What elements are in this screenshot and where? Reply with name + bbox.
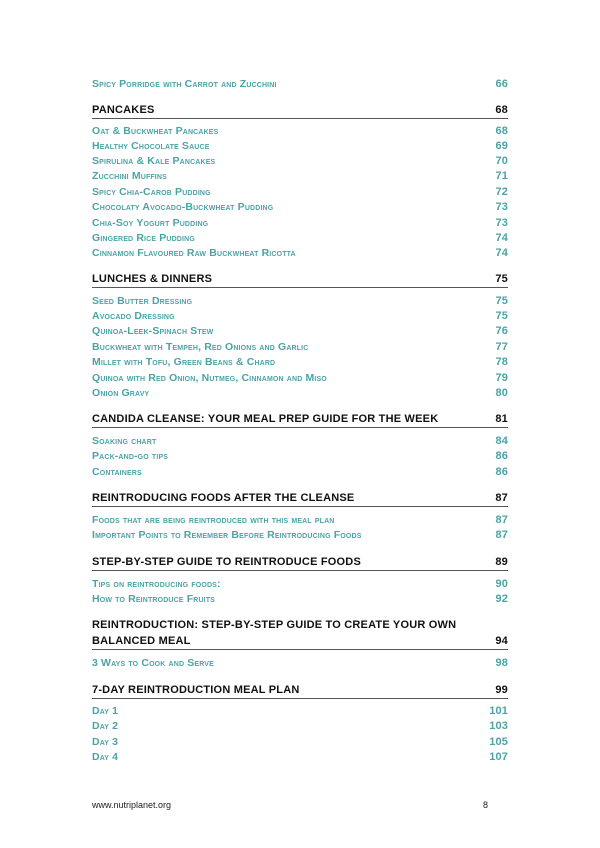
toc-entry-page: 77: [495, 341, 508, 353]
toc-entry-foods-that-are-being-reintroduced-with-t[interactable]: [92, 514, 508, 526]
toc-entry-page: 98: [495, 657, 508, 669]
section-heading-7-day-reintroduction-meal-plan[interactable]: [92, 684, 508, 696]
toc-entry-page: 90: [495, 578, 508, 590]
toc-entry-page: 87: [495, 529, 508, 541]
toc-entry-page: 79: [495, 372, 508, 384]
toc-entry-chocolaty-avocado-buckwheat-pudding[interactable]: [92, 201, 508, 213]
footer-url[interactable]: www.nutriplanet.org: [92, 800, 172, 810]
toc-entry-spicy-porridge-with-carrot-and-zucchini[interactable]: [92, 78, 508, 90]
section-divider: [92, 506, 508, 507]
toc-entry-title: Pack-and-go tips: [92, 450, 169, 462]
toc-entry-title: Containers: [92, 466, 142, 478]
toc-entry-page: 69: [495, 140, 508, 152]
toc-entry-important-points-to-remember-before-rein[interactable]: [92, 529, 508, 541]
toc-entry-how-to-reintroduce-fruits[interactable]: [92, 593, 508, 605]
toc-entry-millet-with-tofu-green-beans-chard[interactable]: [92, 356, 508, 368]
toc-entry-title: Day 4: [92, 751, 119, 763]
toc-entry-page: 107: [489, 751, 508, 763]
toc-entry-quinoa-with-red-onion-nutmeg-cinnamon-an[interactable]: [92, 372, 508, 384]
section-heading-title: BALANCED MEAL: [92, 635, 191, 647]
section-heading-title: REINTRODUCTION: STEP-BY-STEP GUIDE TO CREATE YOUR OWN: [92, 619, 457, 631]
toc-entry-title: Quinoa with Red Onion, Nutmeg, Cinnamon and Miso: [92, 372, 327, 384]
toc-entry-day-2[interactable]: [92, 720, 508, 732]
toc-entry-title: Chia-Soy Yogurt Pudding: [92, 217, 209, 229]
section-divider: [92, 427, 508, 428]
section-heading-lunches-dinners[interactable]: [92, 273, 508, 285]
toc-entry-day-1[interactable]: [92, 705, 508, 717]
toc-entry-title: Avocado Dressing: [92, 310, 175, 322]
toc-entry-page: 76: [495, 325, 508, 337]
toc-entry-title: Spicy Porridge with Carrot and Zucchini: [92, 78, 277, 90]
section-heading-candida-cleanse-your-meal-prep-guide-for[interactable]: [92, 413, 508, 425]
toc-entry-cinnamon-flavoured-raw-buckwheat-ricotta[interactable]: [92, 247, 508, 259]
toc-entry-page: 66: [495, 78, 508, 90]
toc-entry-title: Zucchini Muffins: [92, 170, 167, 182]
toc-entry-title: Quinoa-Leek-Spinach Stew: [92, 325, 214, 337]
toc-entry-onion-gravy[interactable]: [92, 387, 508, 399]
section-heading-title: STEP-BY-STEP GUIDE TO REINTRODUCE FOODS: [92, 556, 361, 568]
section-heading-page: 75: [495, 273, 508, 285]
section-heading-page: 87: [495, 492, 508, 504]
toc-entry-pack-and-go-tips[interactable]: [92, 450, 508, 462]
section-heading-title: PANCAKES: [92, 104, 155, 116]
section-divider: [92, 287, 508, 288]
toc-entry-title: Day 2: [92, 720, 119, 732]
toc-entry-page: 105: [489, 736, 508, 748]
section-heading-title: 7-DAY REINTRODUCTION MEAL PLAN: [92, 684, 300, 696]
toc-entry-seed-butter-dressing[interactable]: [92, 295, 508, 307]
toc-entry-title: Foods that are being reintroduced with this meal plan: [92, 514, 335, 526]
toc-entry-title: Soaking chart: [92, 435, 157, 447]
toc-entry-title: Spirulina & Kale Pancakes: [92, 155, 216, 167]
section-heading-reintroduction-step-by-step-guide-to-cre-line2[interactable]: [92, 635, 508, 647]
toc-entry-title: Day 3: [92, 736, 119, 748]
section-heading-page: 99: [495, 684, 508, 696]
toc-entry-day-3[interactable]: [92, 736, 508, 748]
toc-entry-page: 92: [495, 593, 508, 605]
toc-entry-page: 74: [495, 247, 508, 259]
toc-entry-page: 75: [495, 310, 508, 322]
toc-entry-page: 70: [495, 155, 508, 167]
toc-entry-title: Millet with Tofu, Green Beans & Chard: [92, 356, 276, 368]
toc-entry-page: 73: [495, 217, 508, 229]
toc-entry-title: Day 1: [92, 705, 119, 717]
toc-entry-tips-on-reintroducing-foods[interactable]: [92, 578, 508, 590]
toc-entry-title: Important Points to Remember Before Reintroducing Foods: [92, 529, 362, 541]
toc-entry-page: 84: [495, 435, 508, 447]
section-heading-pancakes[interactable]: [92, 104, 508, 116]
toc-entry-page: 72: [495, 186, 508, 198]
section-heading-step-by-step-guide-to-reintroduce-foods[interactable]: [92, 556, 508, 568]
toc-entry-page: 75: [495, 295, 508, 307]
toc-entry-spicy-chia-carob-pudding[interactable]: [92, 186, 508, 198]
toc-entry-healthy-chocolate-sauce[interactable]: [92, 140, 508, 152]
section-divider: [92, 118, 508, 119]
toc-entry-title: Oat & Buckwheat Pancakes: [92, 125, 219, 137]
toc-entry-title: Chocolaty Avocado-Buckwheat Pudding: [92, 201, 274, 213]
toc-entry-page: 78: [495, 356, 508, 368]
toc-entry-page: 71: [495, 170, 508, 182]
section-heading-reintroducing-foods-after-the-cleanse[interactable]: [92, 492, 508, 504]
section-heading-page: 81: [495, 413, 508, 425]
toc-entry-page: 68: [495, 125, 508, 137]
toc-entry-soaking-chart[interactable]: [92, 435, 508, 447]
toc-entry-avocado-dressing[interactable]: [92, 310, 508, 322]
toc-entry-page: 103: [489, 720, 508, 732]
section-heading-reintroduction-step-by-step-guide-to-cre[interactable]: [92, 619, 508, 631]
section-heading-page: 68: [495, 104, 508, 116]
footer-page-number: 8: [483, 800, 489, 810]
toc-entry-day-4[interactable]: [92, 751, 508, 763]
toc-entry-page: 80: [495, 387, 508, 399]
toc-entry-quinoa-leek-spinach-stew[interactable]: [92, 325, 508, 337]
toc-entry-title: Seed Butter Dressing: [92, 295, 193, 307]
toc-entry-title: Onion Gravy: [92, 387, 150, 399]
toc-entry-buckwheat-with-tempeh-red-onions-and-gar[interactable]: [92, 341, 508, 353]
toc-entry-title: 3 Ways to Cook and Serve: [92, 657, 214, 669]
section-divider: [92, 570, 508, 571]
toc-entry-spirulina-kale-pancakes[interactable]: [92, 155, 508, 167]
toc-entry-title: Cinnamon Flavoured Raw Buckwheat Ricotta: [92, 247, 296, 259]
toc-entry-page: 101: [489, 705, 508, 717]
section-heading-page: 94: [495, 635, 508, 647]
toc-entry-page: 86: [495, 466, 508, 478]
toc-entry-page: 86: [495, 450, 508, 462]
toc-entry-gingered-rice-pudding[interactable]: [92, 232, 508, 244]
toc-entry-oat-buckwheat-pancakes[interactable]: [92, 125, 508, 137]
toc-entry-title: Buckwheat with Tempeh, Red Onions and Garlic: [92, 341, 309, 353]
toc-entry-zucchini-muffins[interactable]: [92, 170, 508, 182]
toc-entry-title: Tips on reintroducing foods:: [92, 578, 221, 590]
toc-entry-3-ways-to-cook-and-serve[interactable]: [92, 657, 508, 669]
section-heading-title: REINTRODUCING FOODS AFTER THE CLEANSE: [92, 492, 355, 504]
section-divider: [92, 698, 508, 699]
section-heading-title: LUNCHES & DINNERS: [92, 273, 213, 285]
toc-entry-chia-soy-yogurt-pudding[interactable]: [92, 217, 508, 229]
toc-entry-containers[interactable]: [92, 466, 508, 478]
toc-entry-title: Spicy Chia-Carob Pudding: [92, 186, 211, 198]
toc-entry-page: 73: [495, 201, 508, 213]
toc-entry-title: How to Reintroduce Fruits: [92, 593, 216, 605]
section-heading-title: CANDIDA CLEANSE: YOUR MEAL PREP GUIDE FOR THE WEEK: [92, 413, 439, 425]
toc-entry-title: Healthy Chocolate Sauce: [92, 140, 210, 152]
toc-entry-page: 87: [495, 514, 508, 526]
section-heading-page: 89: [495, 556, 508, 568]
toc-entry-title: Gingered Rice Pudding: [92, 232, 195, 244]
section-divider: [92, 649, 508, 650]
toc-entry-page: 74: [495, 232, 508, 244]
